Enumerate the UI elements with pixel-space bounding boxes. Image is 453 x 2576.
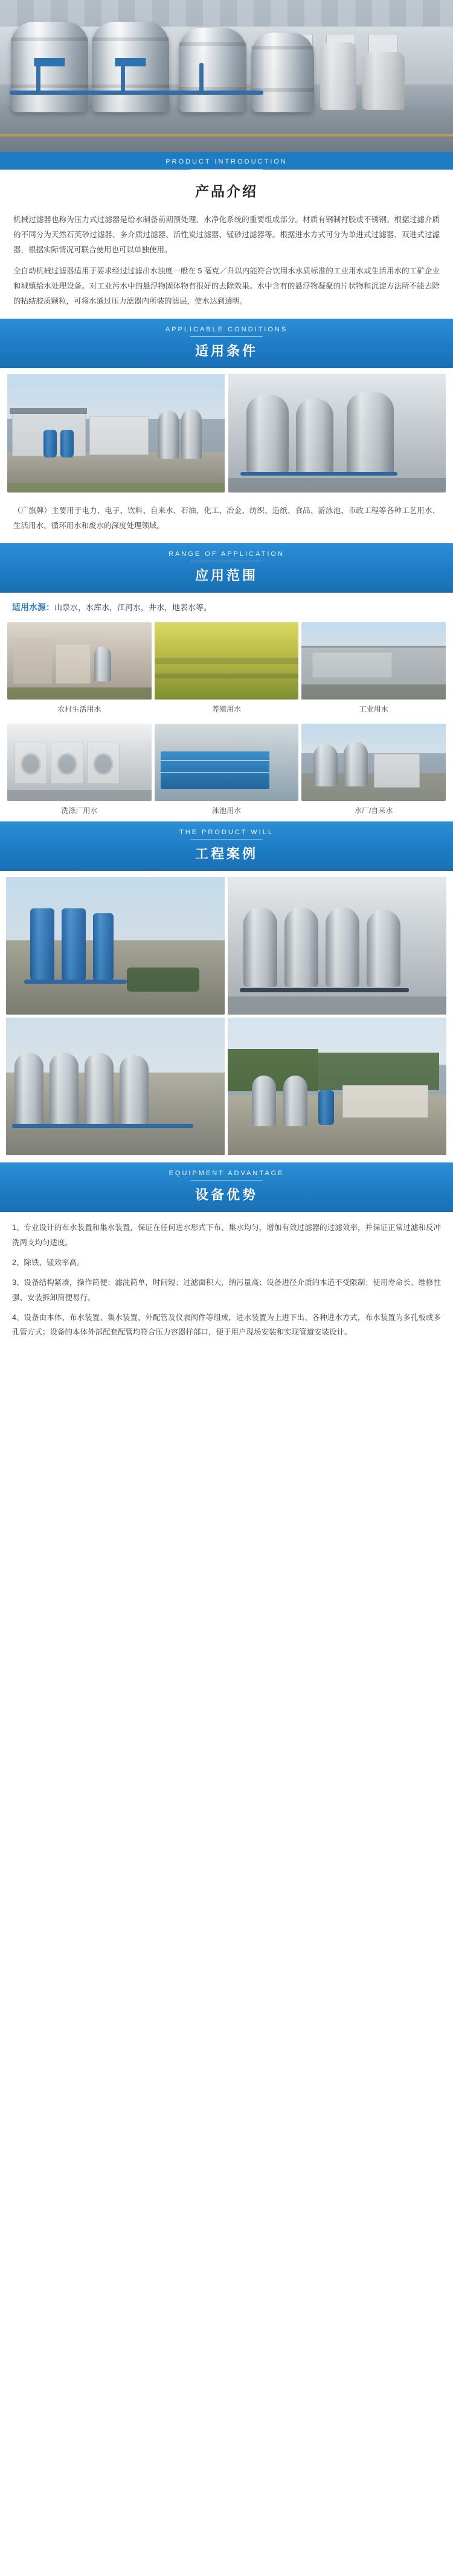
- advantages-cn: 设备优势: [194, 1187, 258, 1203]
- application-cell-waterworks: [301, 724, 446, 821]
- case-photo-blue-tanks-outdoor: [6, 877, 225, 1015]
- back-wall: [0, 27, 453, 84]
- hero-photo-filter-tanks: [0, 0, 453, 152]
- applicable-conditions-photos: [0, 368, 453, 495]
- photo-rural-water: [7, 622, 152, 700]
- photo-laundry: [7, 724, 152, 801]
- caption-rural: 农村生活用水: [57, 705, 101, 714]
- photo-indoor-filter-room: [228, 374, 446, 493]
- caption-pool: 泳池用水: [212, 806, 242, 815]
- advantage-item-4: 4、设备由本体、布水装置、集水装置、外配管及仪表阀件等组成，进水装置为上进下出、各种进水方式，布水装置为多孔板或多孔管方式；设备的本体外部配套配管均符合压力容器样部口，便于用户现场安装和实现管道安装设计。: [12, 1313, 441, 1337]
- product-intro-p2: 全自动机械过滤器适用于要求经过过滤出水浊度一般在 5 毫克／升以内能符合饮用水水质标准的工业用水或生活用水的工矿企业和城镇给水处理设备。对工业污水中的悬浮物固体物有很好的去除效果。水中含有的悬浮物凝聚的片状物和沉淀方法所不能去除的粘结胶质颗粒，可将水通过压力滤器内所装的滤层，使水达到透明。: [13, 267, 440, 305]
- cases-cn: 工程案例: [194, 846, 258, 862]
- water-source-label: 适用水源：: [12, 602, 54, 612]
- photo-outdoor-water-plant: [7, 374, 225, 493]
- application-cell-laundry: [7, 724, 152, 821]
- pipe-header: [10, 91, 263, 95]
- product-intro-p1: 机械过滤器也称为压力式过滤器是给水制备前期预处理、水净化系统的重要组成部分。材质有钢制衬胶或不锈钢。根据过滤介质的不同分为天然石英砂过滤器、多介质过滤器、活性炭过滤器、锰砂过滤器等。根据进水方式可分为单进式过滤器、双进式过滤器，根据实际情况可联合使用也可以单独使用。: [13, 215, 440, 254]
- application-range-en: RANGE OF APPLICATION: [169, 550, 284, 558]
- ceiling: [0, 0, 453, 27]
- advantage-item-3: 3、设备结构紧凑，操作简便；滤洗简单，时间短；过滤面积大，纳污量高；设备进径介质的本道不受限制；使用寿命长、维修性强、安装拆卸简便易行。: [12, 1278, 441, 1302]
- filter-tank: [92, 22, 169, 112]
- water-storage-tank: [362, 52, 405, 110]
- filter-tank: [251, 33, 314, 112]
- pipe-riser: [36, 58, 40, 94]
- water-storage-tank: [320, 42, 356, 110]
- photo-swimming-pool: [155, 724, 299, 801]
- caption-farming: 养殖用水: [212, 705, 242, 714]
- caption-industrial: 工业用水: [359, 705, 388, 714]
- product-intro-body: [0, 204, 453, 319]
- filter-tank: [11, 22, 88, 112]
- water-source-line: [0, 593, 453, 619]
- case-photo-tank-farm: [6, 1018, 225, 1155]
- advantages-header: [0, 1162, 453, 1212]
- application-row-2: [0, 720, 453, 821]
- water-source-value: 山泉水，水库水，江河水，井水，地表水等。: [54, 603, 212, 612]
- cases-en: THE PRODUCT WILL: [179, 829, 274, 837]
- application-row-1: [0, 619, 453, 720]
- window: [284, 34, 313, 69]
- window: [326, 34, 355, 69]
- application-range-header: [0, 543, 453, 593]
- photo-industrial: [301, 622, 446, 700]
- advantage-item-1: 1、专业设计的布水装置和集水装置，保证在任何进水形式下布、集水均匀，增加有效过滤器的过滤效率，并保证正常过滤和反冲洗两支均匀适度。: [12, 1223, 441, 1247]
- applicable-conditions-en: APPLICABLE CONDITIONS: [165, 326, 288, 333]
- floor: [0, 105, 453, 152]
- case-photo-field-installation: [228, 1018, 446, 1155]
- cases-gallery: [0, 871, 453, 1162]
- application-cell-farming: [155, 622, 299, 720]
- floor-marking: [0, 134, 453, 136]
- pipe-riser: [199, 63, 204, 94]
- advantage-item-2: 2、除铁、锰效率高。: [12, 1258, 85, 1267]
- application-range-cn: 应用范围: [194, 568, 258, 583]
- applicable-conditions-body: [0, 495, 453, 543]
- product-intro-en: PRODUCT INTRODUCTION: [165, 158, 288, 165]
- pipe-riser: [121, 58, 125, 94]
- application-cell-rural: [7, 622, 152, 720]
- product-intro-cn: 产品介绍: [195, 183, 258, 199]
- product-intro-en-band: [0, 152, 453, 170]
- applicable-conditions-text: （广旗牌）主要用于电力、电子、饮料、自来水、石油、化工、冶金、纺织、造纸、食品、游泳池、市政工程等各种工艺用水、生活用水、循环用水和废水的深度处理领域。: [13, 506, 440, 530]
- advantages-body: [0, 1212, 453, 1361]
- applicable-conditions-cn: 适用条件: [194, 343, 258, 359]
- application-cell-industrial: [301, 622, 446, 720]
- photo-aquaculture: [155, 622, 299, 700]
- caption-waterworks: 水厂/自来水: [355, 806, 393, 815]
- divider: [190, 169, 263, 170]
- advantages-en: EQUIPMENT ADVANTAGE: [169, 1170, 284, 1178]
- divider: [190, 1180, 263, 1181]
- divider: [190, 336, 263, 337]
- caption-laundry: 洗涤厂用水: [61, 806, 98, 815]
- divider: [190, 839, 263, 840]
- filter-tank: [179, 28, 246, 112]
- product-intro-title: [0, 174, 453, 204]
- application-cell-pool: [155, 724, 299, 821]
- cases-header: [0, 821, 453, 871]
- case-photo-indoor-steel-tanks: [228, 877, 446, 1015]
- photo-waterworks: [301, 724, 446, 801]
- applicable-conditions-header: [0, 319, 453, 368]
- window: [368, 34, 397, 69]
